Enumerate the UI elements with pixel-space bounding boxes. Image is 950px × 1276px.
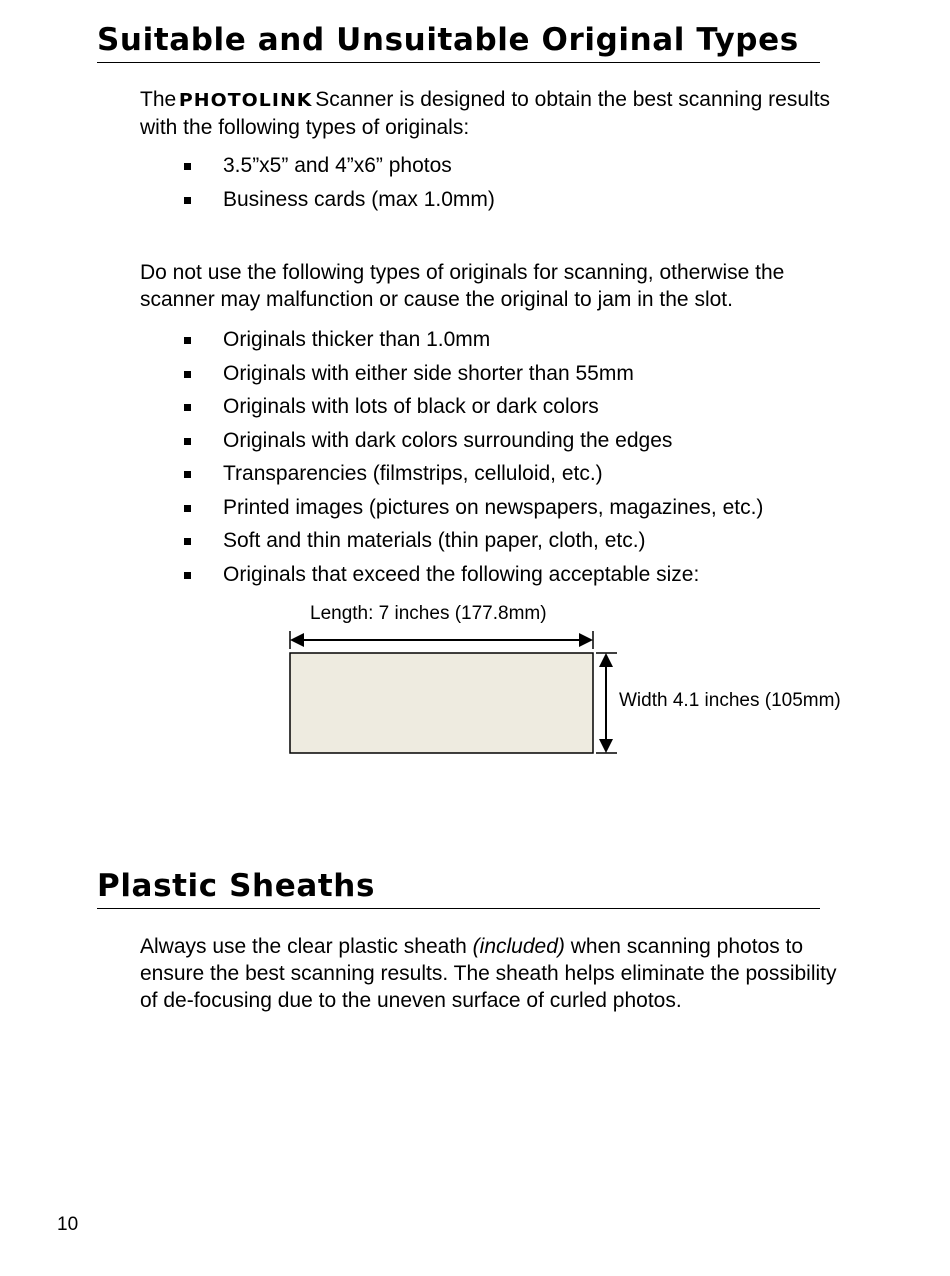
list-item-text: Originals that exceed the following acceptable size: xyxy=(223,562,700,586)
page-number: 10 xyxy=(57,1214,79,1235)
bullet-icon xyxy=(184,337,191,344)
length-arrow xyxy=(290,631,593,649)
list-item xyxy=(0,183,950,217)
intro-after: Scanner is designed to obtain the best scanning results with the following types of originals: xyxy=(140,88,831,139)
unsuitable-list xyxy=(0,323,950,591)
width-label: Width 4.1 inches (105mm) xyxy=(619,690,841,711)
sheath-text-after: when scanning photos to ensure the best scanning results. The sheath helps eliminate the possibility of de-focusing due to the uneven surface of curled photos. xyxy=(140,935,837,1012)
bullet-icon xyxy=(184,538,191,545)
suitable-list xyxy=(0,149,950,216)
list-item-text: Originals thicker than 1.0mm xyxy=(223,328,491,351)
list-item-text: Printed images (pictures on newspapers, magazines, etc.) xyxy=(223,495,764,519)
warning-paragraph: Do not use the following types of originals for scanning, otherwise the scanner may malfunction or cause the original to jam in the slot. xyxy=(140,261,785,311)
list-item xyxy=(0,524,950,558)
size-diagram xyxy=(270,595,870,765)
list-item-text: Originals with either side shorter than 55mm xyxy=(223,361,634,385)
width-arrow xyxy=(596,653,617,753)
acceptable-size-box xyxy=(290,653,593,753)
list-item-text: Soft and thin materials (thin paper, cloth, etc.) xyxy=(223,529,646,552)
list-item-text: Originals with dark colors surrounding the edges xyxy=(223,428,673,452)
list-item-text: Originals with lots of black or dark colors xyxy=(223,395,599,418)
bullet-icon xyxy=(184,572,191,579)
list-item xyxy=(0,424,950,458)
bullet-icon xyxy=(184,438,191,445)
intro-before: The xyxy=(140,88,183,111)
bullet-icon xyxy=(184,371,191,378)
list-item xyxy=(0,457,950,491)
intro-paragraph xyxy=(140,86,840,141)
list-item xyxy=(0,558,950,592)
list-item xyxy=(0,491,950,525)
photolink-logo: PHOTOLINK xyxy=(178,90,313,111)
list-item xyxy=(0,149,950,183)
sheath-text-italic: (included) xyxy=(472,935,565,958)
list-item xyxy=(0,390,950,424)
list-item xyxy=(0,357,950,391)
list-item-text: 3.5”x5” and 4”x6” photos xyxy=(223,154,452,177)
section-title-original-types: Suitable and Unsuitable Original Types xyxy=(97,20,820,63)
sheath-text-before: Always use the clear plastic sheath xyxy=(140,935,473,958)
sheath-paragraph xyxy=(140,933,840,1014)
list-item-text: Transparencies (filmstrips, celluloid, etc.) xyxy=(223,462,603,485)
list-item xyxy=(0,323,950,357)
bullet-icon xyxy=(184,163,191,170)
bullet-icon xyxy=(184,404,191,411)
length-label: Length: 7 inches (177.8mm) xyxy=(310,603,547,624)
bullet-icon xyxy=(184,471,191,478)
list-item-text: Business cards (max 1.0mm) xyxy=(223,187,495,211)
bullet-icon xyxy=(184,505,191,512)
section-title-plastic-sheaths: Plastic Sheaths xyxy=(97,866,820,909)
bullet-icon xyxy=(184,197,191,204)
